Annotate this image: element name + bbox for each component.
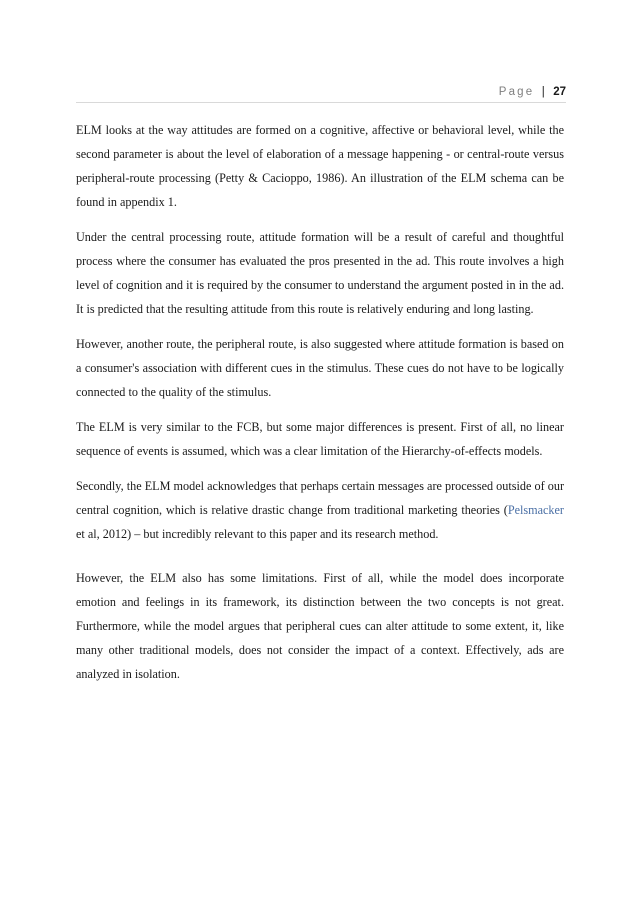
page-label: Page: [498, 86, 535, 98]
page-number: 27: [553, 86, 566, 98]
paragraph-secondly-text: Secondly, the ELM model acknowledges that perhaps certain messages are processed outside of our central cognition, which is relative drastic change from traditional marketing theories (: [76, 479, 564, 517]
paragraph-elm-vs-fcb: The ELM is very similar to the FCB, but some major differences is present. First of all, no linear sequence of events is assumed, which was a clear limitation of the Hierarchy-of-effects models.: [76, 420, 564, 458]
header-divider: [76, 102, 566, 103]
document-body: [76, 118, 564, 697]
page-header: [76, 86, 566, 98]
page-separator: |: [541, 86, 545, 98]
paragraph-secondly: [76, 474, 564, 546]
paragraph-central-route: Under the central processing route, attitude formation will be a result of careful and thoughtful process where the consumer has evaluated the pros presented in the ad. This route involves a high level of cognition and it is required by the consumer to understand the argument posted in in the ad. It is predicted that the resulting attitude from this route is relatively enduring and long lasting.: [76, 230, 564, 316]
citation-link[interactable]: Pelsmacker: [507, 503, 564, 517]
paragraph-elm-intro: ELM looks at the way attitudes are formed on a cognitive, affective or behavioral level, while the second parameter is about the level of elaboration of a message happening - or central-route versus peripheral-route processing (Petty & Cacioppo, 1986). An illustration of the ELM schema can be found in appendix 1.: [76, 123, 564, 209]
paragraph-secondly-text-end: et al, 2012) – but incredibly relevant to this paper and its research method.: [76, 527, 439, 541]
paragraph-peripheral-route: However, another route, the peripheral route, is also suggested where attitude formation is based on a consumer's association with different cues in the stimulus. These cues do not have to be logically connected to the quality of the stimulus.: [76, 337, 564, 399]
paragraph-limitations: However, the ELM also has some limitations. First of all, while the model does incorporate emotion and feelings in its framework, its distinction between the two concepts is not great. Furthermore, while the model argues that peripheral cues can alter attitude to some extent, it, like many other traditional models, does not consider the impact of a context. Effectively, ads are analyzed in isolation.: [76, 571, 564, 681]
